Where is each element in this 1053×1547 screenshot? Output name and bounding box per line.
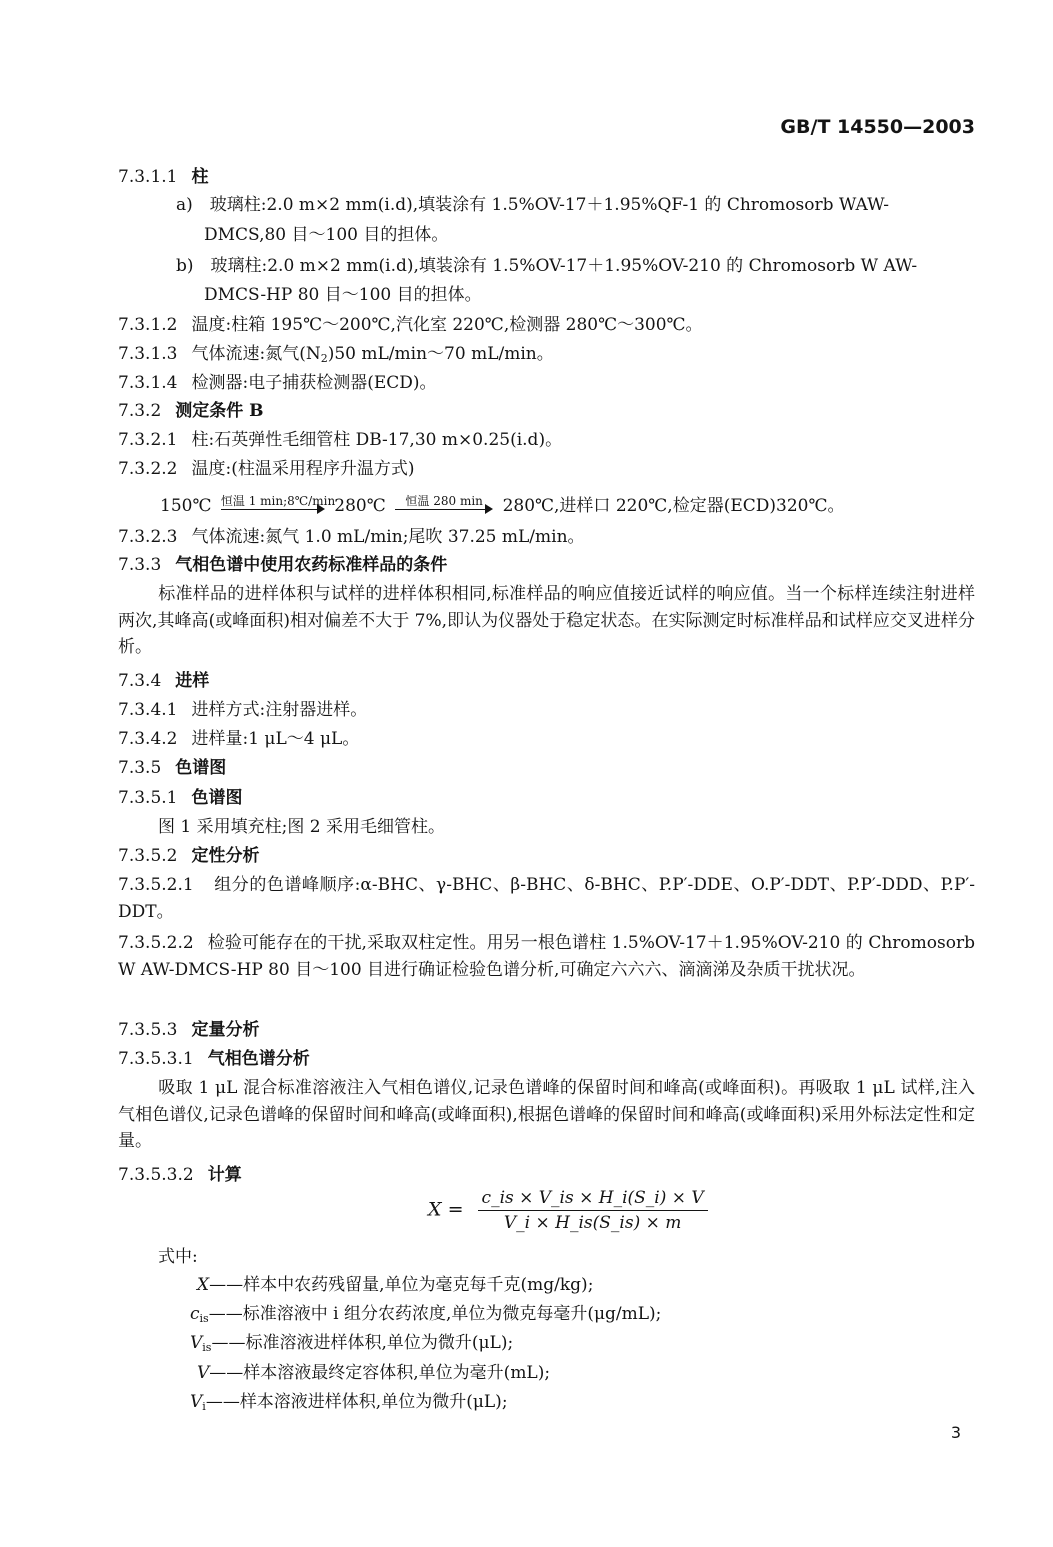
temp-tail: 280℃,进样口 220℃,检定器(ECD)320℃。	[502, 496, 845, 516]
arrow-icon	[220, 493, 336, 516]
paragraph-text: 标准样品的进样体积与试样的进样体积相同,标准样品的响应值接近试样的响应值。当一个标样连续注射进样两次,其峰高(或峰面积)相对偏差不大于 7%,即认为仪器处于稳定状态。在实际测定时标准样品和试样应交叉进样分析。	[118, 584, 975, 657]
section-title: 定量分析	[191, 1020, 260, 1040]
section-7-3-1-1	[118, 164, 208, 190]
section-7-3-5	[118, 755, 226, 781]
variable-symbol: V	[197, 1363, 210, 1383]
item-b-line-1: b) 玻璃柱:2.0 m×2 mm(i.d),填装涂有 1.5%OV-17＋1.95%OV-210 的 Chromosorb W AW-	[176, 256, 918, 276]
section-number: 7.3.4.2	[118, 729, 178, 749]
section-number: 7.3.5.2	[118, 846, 178, 866]
paragraph-text: 组分的色谱峰顺序:α-BHC、γ-BHC、β-BHC、δ-BHC、P.P′-DDE、O.P′-DDT、P.P′-DDD、P.P′-DDT。	[118, 875, 975, 922]
formula-lhs: X =	[428, 1198, 464, 1221]
section-7-3-1-2	[118, 312, 703, 338]
section-7-3-3	[118, 552, 447, 578]
section-title: 气相色谱分析	[207, 1049, 310, 1069]
where-label: 式中:	[158, 1247, 198, 1267]
section-number: 7.3.5	[118, 758, 162, 778]
section-text-b: )50 mL/min～70 mL/min。	[327, 344, 554, 364]
variable-symbol: X	[197, 1275, 210, 1295]
section-text: 进样方式:注射器进样。	[191, 700, 368, 720]
page-number: 3	[950, 1423, 961, 1442]
section-7-3-1-3	[118, 341, 554, 372]
section-7-3-1-4	[118, 370, 437, 396]
item-b-line-2: DMCS-HP 80 目～100 目的担体。	[204, 285, 482, 305]
variable-symbol: c	[190, 1304, 200, 1324]
variable-definition	[197, 1272, 593, 1298]
paragraph-7-3-5-2-2	[118, 930, 975, 983]
section-title: 柱	[191, 167, 209, 187]
temp-start: 150℃	[160, 496, 212, 516]
section-number: 7.3.5.1	[118, 788, 178, 808]
section-text: 进样量:1 μL～4 μL。	[191, 729, 360, 749]
section-number: 7.3.1.3	[118, 344, 178, 364]
section-number: 7.3.5.3.2	[118, 1165, 194, 1185]
variable-description: ——标准溶液进样体积,单位为微升(μL);	[211, 1333, 514, 1353]
section-7-3-2-3	[118, 524, 585, 550]
section-number: 7.3.5.3.1	[118, 1049, 194, 1069]
section-7-3-5-1	[118, 785, 242, 811]
paragraph-7-3-5-1: 图 1 采用填充柱;图 2 采用毛细管柱。	[158, 817, 445, 837]
section-title: 气相色谱中使用农药标准样品的条件	[175, 555, 448, 575]
variable-definition	[197, 1360, 550, 1386]
section-text: 检测器:电子捕获检测器(ECD)。	[191, 373, 437, 393]
paragraph-text: 检验可能存在的干扰,采取双柱定性。用另一根色谱柱 1.5%OV-17＋1.95%OV-210 的 Chromosorb W AW-DMCS-HP 80 目～100 目进行确证检验色谱分析,可确定六六六、滴滴涕及杂质干扰状况。	[118, 933, 975, 980]
formula-denominator: V_i × H_is(S_is) × m	[503, 1213, 682, 1233]
arrow-label: 恒温 1 min;8℃/min	[220, 493, 336, 508]
variable-description: ——样本中农药残留量,单位为毫克每千克(mg/kg);	[209, 1275, 594, 1295]
section-number: 7.3.1.1	[118, 167, 178, 187]
paragraph-text: 吸取 1 μL 混合标准溶液注入气相色谱仪,记录色谱峰的保留时间和峰高(或峰面积)。再吸取 1 μL 试样,注入气相色谱仪,记录色谱峰的保留时间和峰高(或峰面积),根据色谱峰的保留时间和峰高(或峰面积)采用外标法定性和定量。	[118, 1078, 975, 1151]
arrow-icon	[395, 493, 493, 516]
variable-subscript: i	[202, 1400, 206, 1413]
standard-number: GB/T 14550—2003	[780, 116, 975, 138]
section-number: 7.3.2.3	[118, 527, 178, 547]
formula-numerator: c_is × V_is × H_i(S_i) × V	[478, 1188, 708, 1211]
temperature-program	[160, 493, 844, 519]
section-text: 柱:石英弹性毛细管柱 DB-17,30 m×0.25(i.d)。	[191, 430, 563, 450]
variable-symbol: V	[190, 1333, 203, 1353]
variable-definition	[190, 1301, 661, 1332]
formula-fraction	[478, 1188, 708, 1233]
section-text: 温度:柱箱 195℃～200℃,汽化室 220℃,检测器 280℃～300℃。	[191, 315, 703, 335]
paragraph-7-3-5-2-1	[118, 872, 975, 925]
section-number: 7.3.4	[118, 671, 162, 691]
section-number: 7.3.5.2.2	[118, 933, 194, 953]
item-a-line-2: DMCS,80 目～100 目的担体。	[204, 225, 449, 245]
section-text: 温度:(柱温采用程序升温方式)	[191, 459, 415, 479]
variable-description: ——样本溶液进样体积,单位为微升(μL);	[205, 1392, 508, 1412]
section-7-3-5-2	[118, 843, 259, 869]
paragraph-7-3-3	[118, 581, 975, 661]
section-number: 7.3.1.4	[118, 373, 178, 393]
section-number: 7.3.2.1	[118, 430, 178, 450]
variable-definition	[190, 1389, 508, 1420]
section-7-3-2	[118, 398, 264, 424]
section-7-3-5-3-1	[118, 1046, 310, 1072]
section-7-3-2-2	[118, 456, 414, 482]
variable-description: ——标准溶液中 i 组分农药浓度,单位为微克每毫升(μg/mL);	[208, 1304, 662, 1324]
section-title: 测定条件 B	[175, 401, 264, 421]
variable-subscript: is	[202, 1341, 212, 1354]
section-number: 7.3.1.2	[118, 315, 178, 335]
section-number: 7.3.5.2.1	[118, 875, 194, 895]
variable-subscript: is	[199, 1312, 209, 1325]
arrow-label: 恒温 280 min	[405, 493, 483, 508]
section-number: 7.3.5.3	[118, 1020, 178, 1040]
item-a-line-1: a) 玻璃柱:2.0 m×2 mm(i.d),填装涂有 1.5%OV-17＋1.95%QF-1 的 Chromosorb WAW-	[176, 195, 890, 215]
section-number: 7.3.2	[118, 401, 162, 421]
section-7-3-4-2	[118, 726, 359, 752]
section-number: 7.3.2.2	[118, 459, 178, 479]
section-7-3-4-1	[118, 697, 367, 723]
section-title: 色谱图	[191, 788, 243, 808]
section-title: 色谱图	[175, 758, 227, 778]
calculation-formula	[428, 1188, 708, 1233]
variable-definition	[190, 1330, 513, 1361]
section-number: 7.3.4.1	[118, 700, 178, 720]
temp-mid: 280℃	[334, 496, 386, 516]
paragraph-7-3-5-3-1	[118, 1075, 975, 1155]
variable-description: ——样本溶液最终定容体积,单位为毫升(mL);	[209, 1363, 551, 1383]
section-7-3-4	[118, 668, 209, 694]
section-number: 7.3.3	[118, 555, 162, 575]
section-7-3-5-3	[118, 1017, 259, 1043]
section-text: 气体流速:氮气 1.0 mL/min;尾吹 37.25 mL/min。	[191, 527, 585, 547]
variable-symbol: V	[190, 1392, 203, 1412]
section-text-a: 气体流速:氮气(N	[191, 344, 321, 364]
section-title: 定性分析	[191, 846, 260, 866]
section-title: 进样	[175, 671, 210, 691]
section-7-3-5-3-2	[118, 1162, 242, 1188]
section-title: 计算	[207, 1165, 242, 1185]
subscript: 2	[320, 352, 328, 365]
section-7-3-2-1	[118, 427, 562, 453]
